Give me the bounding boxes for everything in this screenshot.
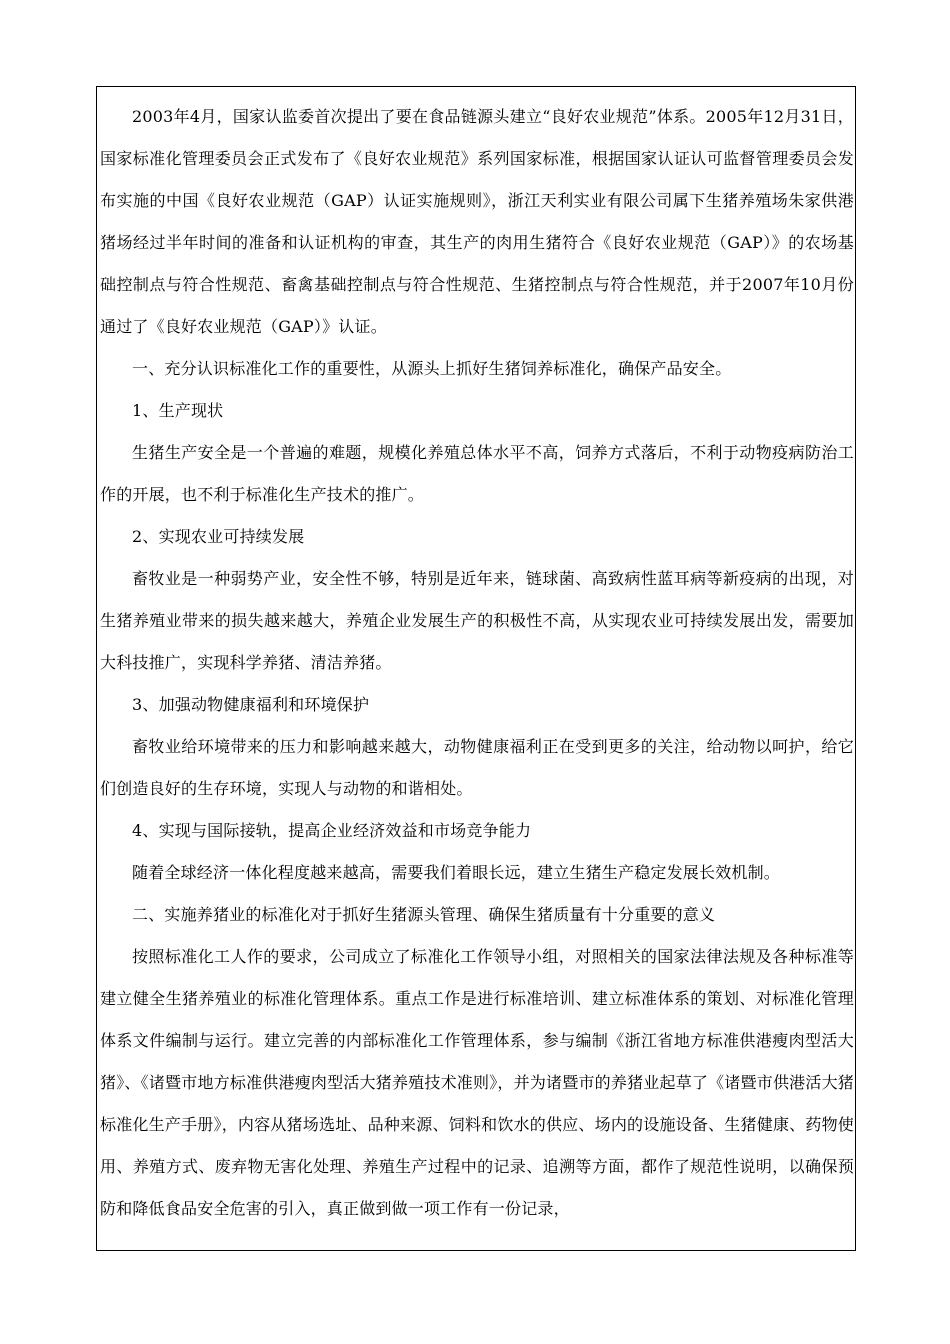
subheading-international: 4、实现与国际接轨，提高企业经济效益和市场竞争能力 (132, 821, 532, 840)
paragraph-production-status: 生猪生产安全是一个普遍的难题，规模化养殖总体水平不高，饲养方式落后，不利于动物疫病防治工作的开展，也不利于标准化生产技术的推广。 (100, 443, 854, 504)
section-heading-1: 一、充分认识标准化工作的重要性，从源头上抓好生猪饲养标准化，确保产品安全。 (132, 359, 732, 378)
subheading-animal-welfare: 3、加强动物健康福利和环境保护 (132, 695, 370, 714)
subheading-sustainable-development: 2、实现农业可持续发展 (132, 527, 305, 546)
subheading-production-status: 1、生产现状 (132, 401, 224, 420)
paragraph-standardization: 按照标准化工人作的要求，公司成立了标准化工作领导小组，对照相关的国家法律法规及各种标准等建立健全生猪养殖业的标准化管理体系。重点工作是进行标准培训、建立标准体系的策划、对标准化管理体系文件编制与运行。建立完善的内部标准化工作管理体系，参与编制《浙江省地方标准供港瘦肉型活大猪》、《诸暨市地方标准供港瘦肉型活大猪养殖技术准则》，并为诸暨市的养猪业起草了《诸暨市供港活大猪标准化生产手册》，内容从猪场选址、品种来源、饲料和饮水的供应、场内的设施设备、生猪健康、药物使用、养殖方式、废弃物无害化处理、养殖生产过程中的记录、追溯等方面，都作了规范性说明，以确保预防和降低食品安全危害的引入，真正做到做一项工作有一份记录， (100, 947, 854, 1218)
document-body (100, 96, 854, 1230)
paragraph-animal-welfare: 畜牧业给环境带来的压力和影响越来越大，动物健康福利正在受到更多的关注，给动物以呵护，给它们创造良好的生存环境，实现人与动物的和谐相处。 (100, 737, 854, 798)
section-heading-2: 二、实施养猪业的标准化对于抓好生猪源头管理、确保生猪质量有十分重要的意义 (132, 905, 716, 924)
paragraph-international: 随着全球经济一体化程度越来越高，需要我们着眼长远，建立生猪生产稳定发展长效机制。 (132, 863, 781, 882)
intro-paragraph: 2003年4月，国家认监委首次提出了要在食品链源头建立“良好农业规范”体系。2005年12月31日，国家标准化管理委员会正式发布了《良好农业规范》系列国家标准，根据国家认证认可监督管理委员会发布实施的中国《良好农业规范（GAP）认证实施规则》，浙江天利实业有限公司属下生猪养殖场朱家供港猪场经过半年时间的准备和认证机构的审查，其生产的肉用生猪符合《良好农业规范（GAP）》的农场基础控制点与符合性规范、畜禽基础控制点与符合性规范、生猪控制点与符合性规范，并于2007年10月份通过了《良好农业规范（GAP）》认证。 (100, 107, 854, 336)
paragraph-sustainable-development: 畜牧业是一种弱势产业，安全性不够，特别是近年来，链球菌、高致病性蓝耳病等新疫病的出现，对生猪养殖业带来的损失越来越大，养殖企业发展生产的积极性不高，从实现农业可持续发展出发，需要加大科技推广，实现科学养猪、清洁养猪。 (100, 569, 854, 672)
